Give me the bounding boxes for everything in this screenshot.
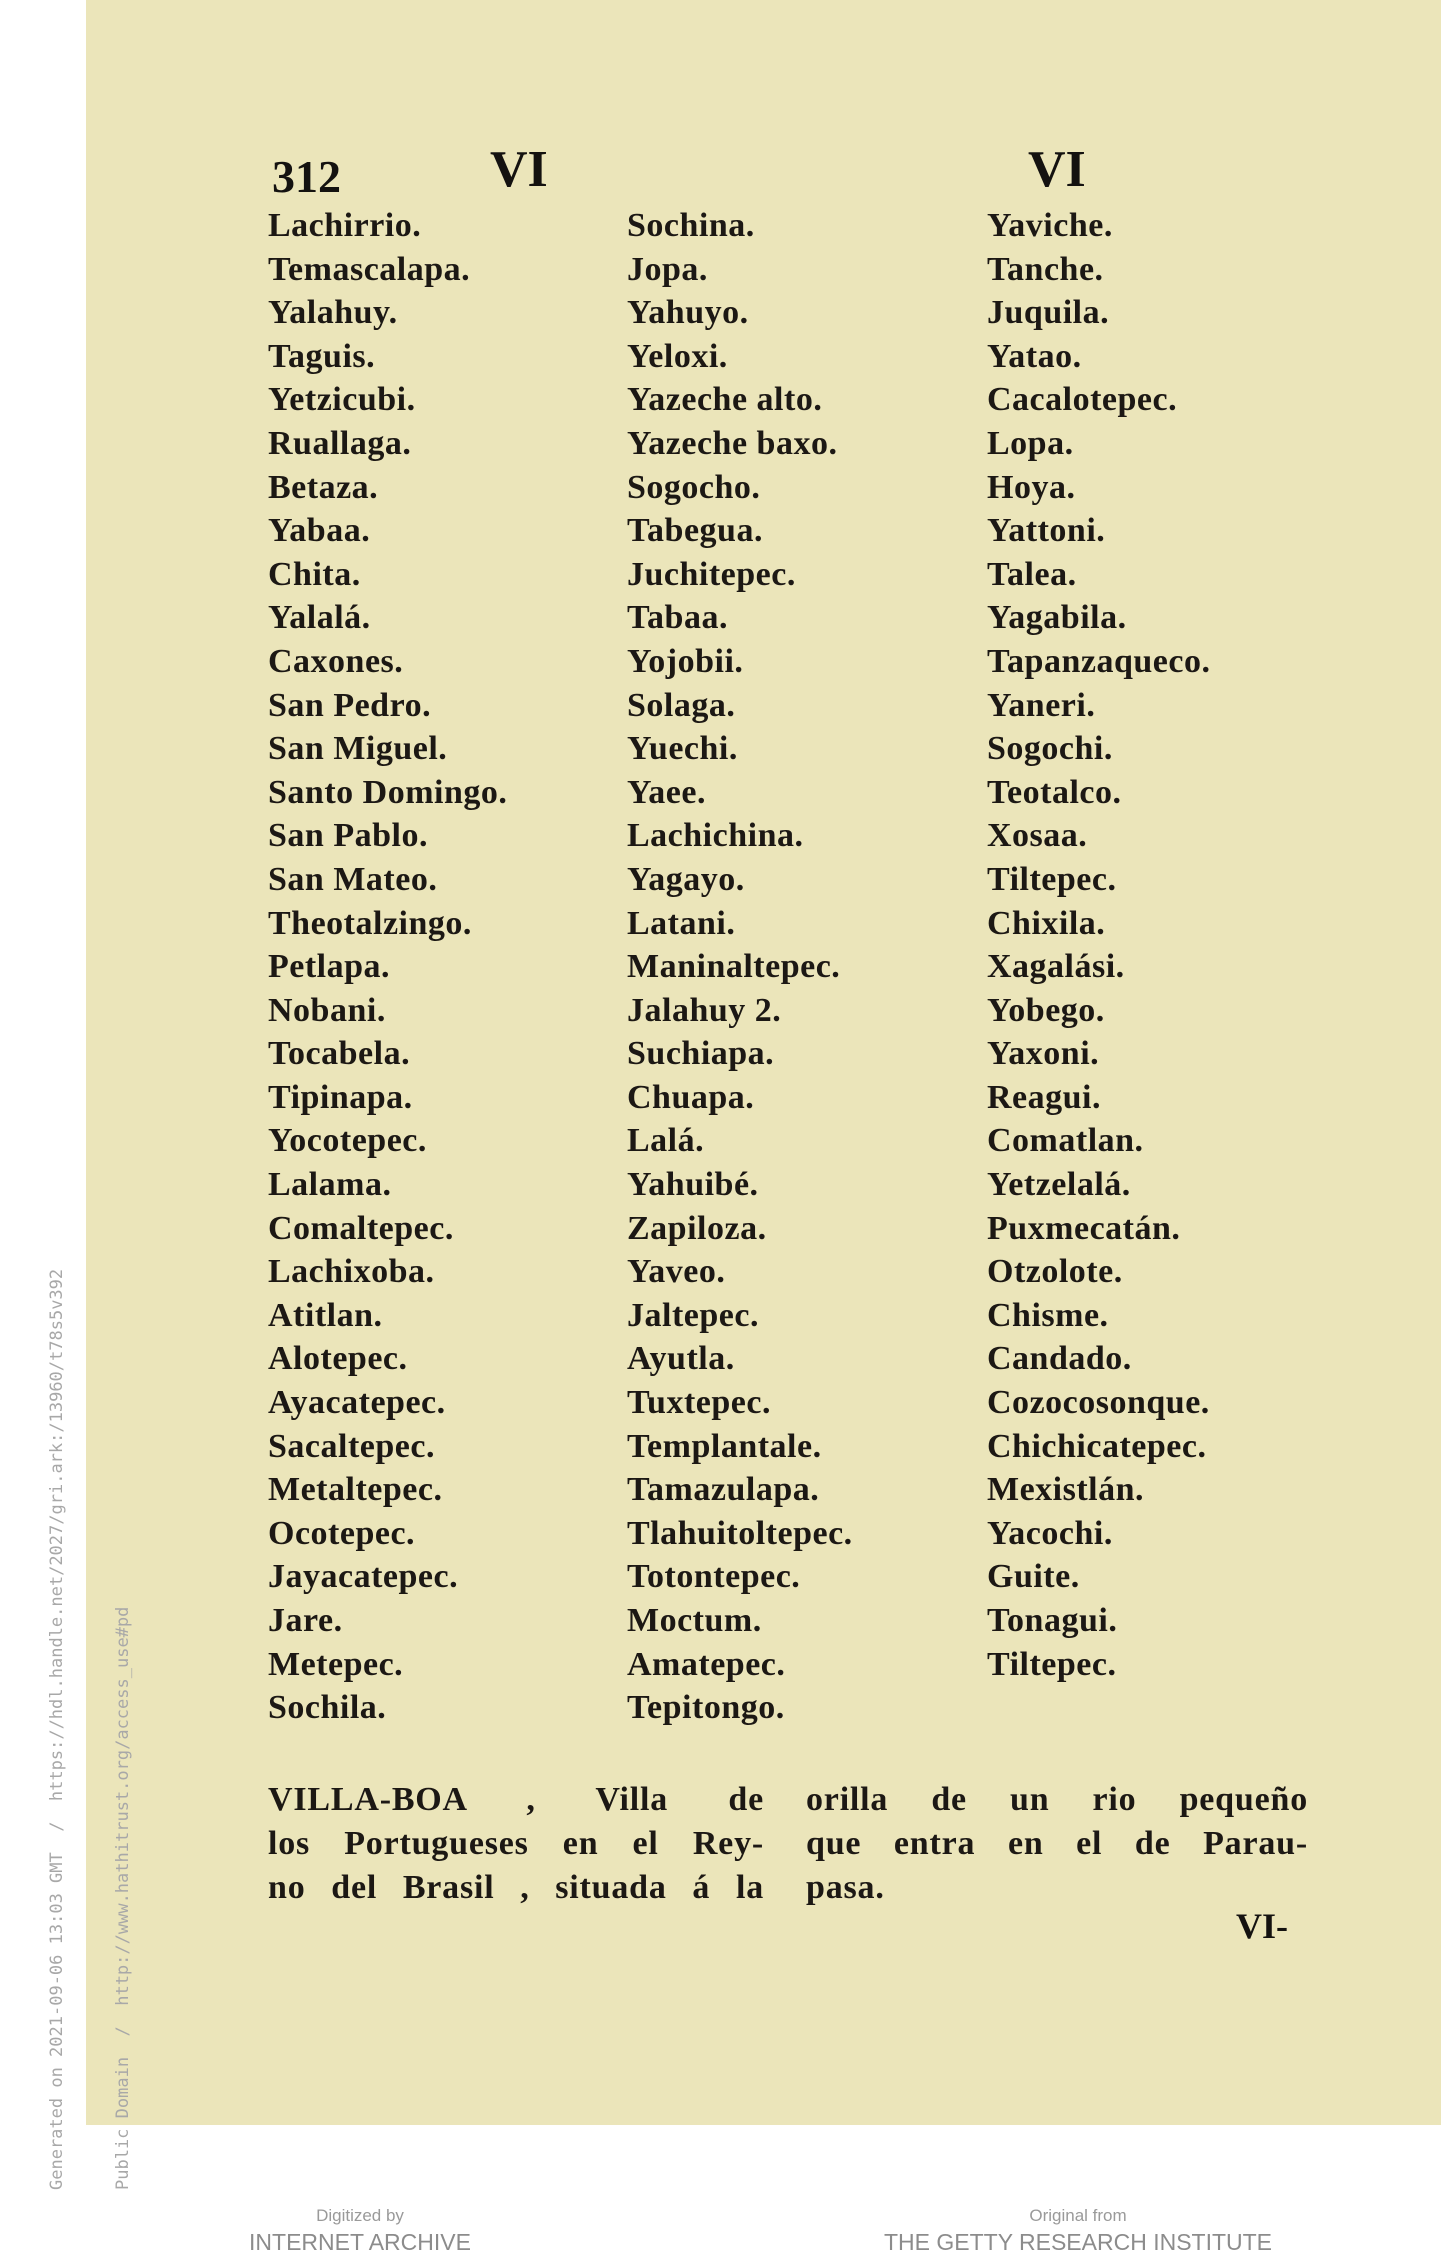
place-name: Puxmecatán. bbox=[987, 1209, 1181, 1247]
place-name: Sochila. bbox=[268, 1689, 387, 1727]
place-name: Sogochi. bbox=[987, 730, 1113, 768]
place-name: Lalama. bbox=[268, 1166, 392, 1204]
place-name: Jopa. bbox=[627, 250, 708, 288]
place-name: Tlahuitoltepec. bbox=[627, 1514, 853, 1552]
place-name: San Mateo. bbox=[268, 860, 438, 898]
place-name: Yaviche. bbox=[987, 207, 1113, 244]
catchword: VI- bbox=[1236, 1906, 1288, 1946]
place-name: Ruallaga. bbox=[268, 424, 412, 462]
place-name: Jare. bbox=[268, 1602, 343, 1639]
place-list-column-1 bbox=[268, 204, 507, 1730]
place-name: Talea. bbox=[987, 555, 1077, 593]
place-name: Petlapa. bbox=[268, 948, 391, 986]
place-name: Santo Domingo. bbox=[268, 773, 508, 811]
place-name: Chixila. bbox=[987, 904, 1106, 942]
place-name: Templantale. bbox=[627, 1427, 822, 1465]
place-name: Cacalotepec. bbox=[987, 381, 1178, 419]
place-name: Yaveo. bbox=[627, 1253, 726, 1291]
place-name: Yazeche alto. bbox=[627, 381, 823, 419]
place-name: Yattoni. bbox=[987, 512, 1106, 550]
place-name: Tiltepec. bbox=[987, 860, 1117, 898]
place-name: Betaza. bbox=[268, 468, 379, 506]
entry-line: los Portugueses en el Rey- bbox=[268, 1825, 764, 1862]
place-name: Yahuyo. bbox=[627, 294, 749, 332]
place-name: Nobani. bbox=[268, 991, 386, 1029]
page-number: 312 bbox=[272, 151, 341, 202]
place-name: Tapanzaqueco. bbox=[987, 642, 1211, 680]
place-name: Juchitepec. bbox=[627, 555, 796, 593]
place-name: Metaltepec. bbox=[268, 1471, 443, 1509]
place-name: Maninaltepec. bbox=[627, 948, 841, 986]
place-name: Ayutla. bbox=[627, 1340, 735, 1378]
place-name: Latani. bbox=[627, 904, 736, 942]
place-list-column-3 bbox=[987, 204, 1210, 1686]
running-head-left: VI bbox=[490, 141, 548, 198]
place-name: Yahuibé. bbox=[627, 1166, 759, 1204]
place-name: Solaga. bbox=[627, 686, 736, 724]
place-name: Yaxoni. bbox=[987, 1035, 1100, 1073]
place-name: Yazeche baxo. bbox=[627, 424, 838, 462]
place-name: Yacochi. bbox=[987, 1514, 1113, 1552]
place-name: Xagalási. bbox=[987, 948, 1125, 986]
place-name: Amatepec. bbox=[627, 1645, 786, 1683]
place-name: Xosaa. bbox=[987, 817, 1088, 855]
place-name: Temascalapa. bbox=[268, 250, 471, 288]
place-name: Cozocosonque. bbox=[987, 1384, 1210, 1422]
place-name: Zapiloza. bbox=[627, 1209, 767, 1247]
place-name: Yabaa. bbox=[268, 512, 371, 550]
place-name: Lachirrio. bbox=[268, 207, 422, 244]
footer-digitized-by bbox=[200, 2204, 520, 2256]
entry-line: VILLA-BOA , Villa de bbox=[268, 1781, 764, 1818]
place-name: Reagui. bbox=[987, 1078, 1101, 1116]
footer-internet-archive: INTERNET ARCHIVE bbox=[249, 2229, 471, 2255]
place-name: Alotepec. bbox=[268, 1340, 408, 1378]
place-name: Guite. bbox=[987, 1558, 1080, 1596]
footer-original-from bbox=[868, 2204, 1288, 2256]
entry-villa-boa-right bbox=[806, 1778, 1308, 1910]
place-name: Tocabela. bbox=[268, 1035, 411, 1073]
place-name: Tipinapa. bbox=[268, 1078, 413, 1116]
place-name: Juquila. bbox=[987, 294, 1110, 332]
place-name: Ayacatepec. bbox=[268, 1384, 446, 1422]
place-name: Tonagui. bbox=[987, 1602, 1118, 1639]
place-name: San Miguel. bbox=[268, 730, 448, 768]
place-name: Comaltepec. bbox=[268, 1209, 454, 1247]
place-name: Taguis. bbox=[268, 337, 376, 375]
place-name: Otzolote. bbox=[987, 1253, 1123, 1291]
place-name: Yaneri. bbox=[987, 686, 1096, 724]
place-name: Chuapa. bbox=[627, 1078, 755, 1116]
place-name: Yagayo. bbox=[627, 860, 745, 898]
place-name: Yobego. bbox=[987, 991, 1105, 1029]
entry-villa-boa-left bbox=[268, 1778, 764, 1910]
place-name: Caxones. bbox=[268, 642, 404, 680]
place-name: Lalá. bbox=[627, 1122, 705, 1160]
place-name: Tiltepec. bbox=[987, 1645, 1117, 1683]
place-name: San Pedro. bbox=[268, 686, 432, 724]
place-name: Suchiapa. bbox=[627, 1035, 775, 1073]
place-name: Yetzelalá. bbox=[987, 1166, 1131, 1204]
footer-digitized-label: Digitized by bbox=[316, 2206, 404, 2225]
entry-line: orilla de un rio pequeño bbox=[806, 1781, 1308, 1818]
place-name: Yagabila. bbox=[987, 599, 1127, 637]
place-name: Tuxtepec. bbox=[627, 1384, 771, 1422]
place-name: Metepec. bbox=[268, 1645, 404, 1683]
place-name: Jalahuy 2. bbox=[627, 991, 782, 1029]
place-name: Yaee. bbox=[627, 773, 706, 811]
place-name: Lachixoba. bbox=[268, 1253, 435, 1291]
place-name: Lachichina. bbox=[627, 817, 804, 855]
place-name: Tepitongo. bbox=[627, 1689, 785, 1727]
watermark-line-1: Generated on 2021-09-06 13:03 GMT / https://hdl.handle.net/2027/gri.ark:/13960/t78s5v392 bbox=[47, 1268, 67, 2190]
place-name: Comatlan. bbox=[987, 1122, 1144, 1160]
place-name: Jaltepec. bbox=[627, 1296, 759, 1334]
place-list-column-2 bbox=[627, 204, 853, 1730]
place-name: Lopa. bbox=[987, 424, 1074, 462]
place-name: Yojobii. bbox=[627, 642, 744, 680]
place-name: Sacaltepec. bbox=[268, 1427, 435, 1465]
place-name: Yatao. bbox=[987, 337, 1082, 375]
place-name: Yuechi. bbox=[627, 730, 738, 768]
place-name: Yocotepec. bbox=[268, 1122, 427, 1160]
watermark-line-2: Public Domain / http://www.hathitrust.org/access_use#pd bbox=[113, 1606, 133, 2190]
place-name: Theotalzingo. bbox=[268, 904, 472, 942]
footer-getty-institute: THE GETTY RESEARCH INSTITUTE bbox=[883, 2229, 1273, 2255]
place-name: Hoya. bbox=[987, 468, 1076, 506]
place-name: Jayacatepec. bbox=[268, 1558, 459, 1596]
place-name: Teotalco. bbox=[987, 773, 1122, 811]
place-name: Mexistlán. bbox=[987, 1471, 1145, 1509]
place-name: Tabaa. bbox=[627, 599, 728, 637]
place-name: Sochina. bbox=[627, 207, 755, 244]
entry-line: que entra en el de Parau- bbox=[806, 1825, 1308, 1862]
place-name: Candado. bbox=[987, 1340, 1132, 1378]
place-name: Yetzicubi. bbox=[268, 381, 416, 419]
footer-original-label: Original from bbox=[1029, 2206, 1127, 2225]
place-name: Chisme. bbox=[987, 1296, 1109, 1334]
running-head-right: VI bbox=[1028, 141, 1086, 198]
place-name: Yalahuy. bbox=[268, 294, 398, 332]
place-name: Ocotepec. bbox=[268, 1514, 416, 1552]
entry-line: pasa. bbox=[806, 1869, 885, 1906]
access-watermark bbox=[2, 1269, 156, 2190]
place-name: Totontepec. bbox=[627, 1558, 801, 1596]
place-name: Sogocho. bbox=[627, 468, 761, 506]
place-name: San Pablo. bbox=[268, 817, 428, 855]
place-name: Atitlan. bbox=[268, 1296, 383, 1334]
entry-line: no del Brasil , situada á la bbox=[268, 1869, 764, 1906]
place-name: Moctum. bbox=[627, 1602, 762, 1639]
place-name: Chita. bbox=[268, 555, 361, 593]
place-name: Tanche. bbox=[987, 250, 1104, 288]
place-name: Tamazulapa. bbox=[627, 1471, 820, 1509]
place-name: Yalalá. bbox=[268, 599, 371, 637]
place-name: Chichicatepec. bbox=[987, 1427, 1207, 1465]
place-name: Tabegua. bbox=[627, 512, 763, 550]
place-name: Yeloxi. bbox=[627, 337, 728, 375]
